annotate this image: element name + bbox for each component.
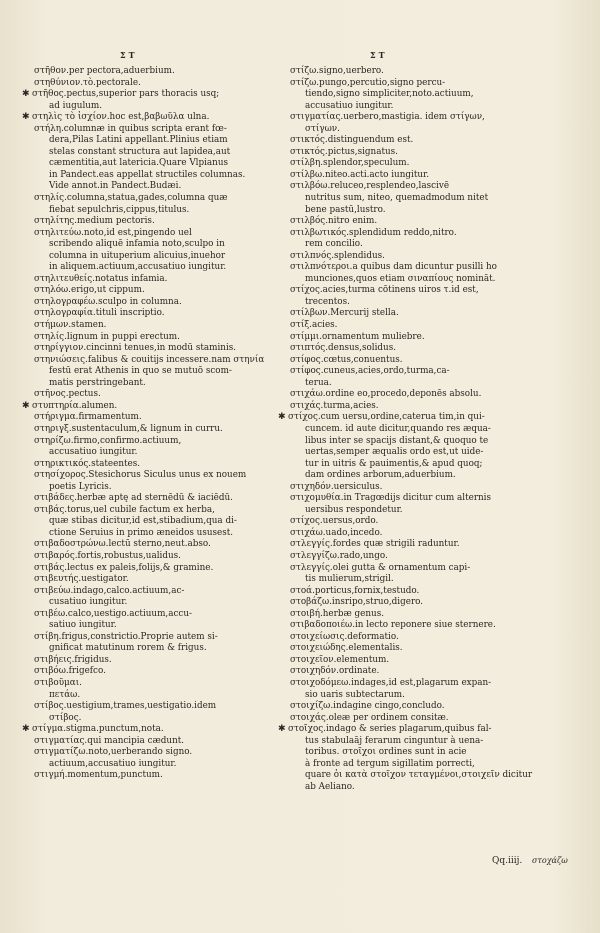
dictionary-line-text: στοιχηδόν.ordinate. (290, 666, 380, 677)
dictionary-line (290, 436, 552, 448)
dictionary-line-text: στίγων. (305, 123, 340, 134)
dictionary-line-text: στιχομυθία.in Tragœdijs dicitur cum alternis (290, 493, 492, 504)
dictionary-line (22, 89, 282, 101)
dictionary-line-text: στίξ.acies. (290, 320, 338, 331)
dictionary-line-text: στηλογραφία.tituli inscriptio. (34, 308, 165, 319)
dictionary-line-text: sio uaris subtectarum. (305, 689, 405, 700)
dictionary-line-text: στηρικτικός.stateentes. (34, 458, 141, 469)
dictionary-line (34, 620, 282, 632)
dictionary-line-text: dera,Pilas Latini appellant.Plinius etiam (49, 135, 228, 146)
dictionary-line (34, 274, 282, 286)
dictionary-line (34, 262, 282, 274)
dictionary-line (34, 609, 282, 621)
dictionary-line-text: στίχος.uersus,ordo. (290, 516, 379, 527)
dictionary-line-text: στίζω.signo,uerbero. (290, 66, 384, 76)
asterisk-marker-icon: ✱ (22, 112, 30, 123)
dictionary-line (290, 539, 552, 551)
dictionary-line-text: στιχάω.uado,incedo. (290, 527, 383, 538)
dictionary-line (34, 228, 282, 240)
dictionary-line (290, 782, 552, 794)
dictionary-line (290, 343, 552, 355)
dictionary-line-text: bene pastū,lustro. (305, 204, 386, 215)
dictionary-line (34, 655, 282, 667)
dictionary-line (290, 470, 552, 482)
dictionary-line-text: στικτός.distinguendum est. (290, 135, 414, 146)
dictionary-line-text: στίφος.cuneus,acies,ordo,turma,ca- (290, 366, 450, 377)
dictionary-line-text: στίβος. (49, 712, 82, 723)
dictionary-line-text: terua. (305, 377, 332, 388)
dictionary-line-text: στιβόω.frigefco. (34, 666, 106, 677)
dictionary-line (290, 389, 552, 401)
dictionary-line (290, 493, 552, 505)
dictionary-line-text: στίβος.uestigium,trames,uestigatio.idem (34, 701, 217, 712)
dictionary-line (34, 366, 282, 378)
dictionary-line (290, 170, 552, 182)
dictionary-line (290, 563, 552, 575)
dictionary-line (34, 297, 282, 309)
dictionary-line (290, 713, 552, 725)
dictionary-line (34, 713, 282, 725)
dictionary-line-text: toribus. στοῖχοι ordines sunt in acie (305, 747, 467, 758)
dictionary-line-text: στλεγγίζω.rado,ungo. (290, 550, 388, 561)
dictionary-line (34, 563, 282, 575)
dictionary-line-text: nutritus sum, niteo, quemadmodum nitet (305, 193, 489, 204)
dictionary-line-text: στήριγμα.firmamentum. (34, 412, 142, 423)
dictionary-line (290, 690, 552, 702)
dictionary-line (290, 678, 552, 690)
dictionary-line (278, 412, 552, 424)
dictionary-line-text: στίχος.cum uersu,ordine,caterua tim,in qui- (288, 412, 485, 423)
dictionary-line-text: satiuo iungitur. (49, 620, 117, 631)
dictionary-line (290, 643, 552, 655)
dictionary-line (34, 528, 282, 540)
dictionary-line (34, 239, 282, 251)
dictionary-line (22, 400, 282, 413)
dictionary-line-text: cuncem. id aute dicitur,quando res æqua- (305, 423, 491, 434)
dictionary-line-text: στοιχάς.oleæ per ordinem consitæ. (290, 712, 449, 723)
dictionary-line (34, 701, 282, 713)
dictionary-line (34, 170, 282, 182)
dictionary-line-text: στιγματίας.qui mancipia cædunt. (34, 735, 185, 746)
dictionary-line-text: in Pandect.eas appellat structiles columnas. (49, 169, 246, 180)
dictionary-line (34, 643, 282, 655)
dictionary-line (290, 516, 552, 528)
dictionary-line (34, 436, 282, 448)
dictionary-line-text: στικτός.pictus,signatus. (290, 146, 398, 157)
dictionary-line (290, 736, 552, 748)
dictionary-line (34, 459, 282, 471)
dictionary-line (290, 332, 552, 344)
dictionary-line-text: στιβάς.lectus ex paleis,folijs,& gramine. (34, 562, 214, 573)
dictionary-line-text: στιβευτής.uestigator. (34, 574, 129, 585)
dictionary-line-text: quare ὁι κατὰ στοῖχον τεταγμένοι,στοιχεῖν dicitur (305, 770, 533, 781)
dictionary-line (290, 401, 552, 413)
dictionary-line-text: matis perstringebant. (49, 377, 146, 388)
dictionary-line (22, 112, 282, 124)
asterisk-marker-icon: ✱ (22, 724, 30, 735)
dictionary-line (290, 574, 552, 586)
dictionary-line-text: στίλβη.splendor,speculum. (290, 158, 410, 169)
dictionary-line-text: quæ stibas dicitur,id est,stibadium,qua di- (49, 516, 237, 527)
dictionary-line-text: cusatiuo iungitur. (49, 597, 128, 608)
dictionary-line-text: tiendo,signo simpliciter,noto.actiuum, (305, 89, 474, 100)
dictionary-line-text: στοιχειώδης.elementalis. (290, 643, 403, 654)
dictionary-line-text: στιγματίζω.noto,uerberando signo. (34, 747, 193, 758)
dictionary-line (34, 355, 282, 367)
dictionary-line (34, 424, 282, 436)
dictionary-line-text: στηλίτης.medium pectoris. (34, 216, 155, 227)
dictionary-line-text: πετάω. (49, 689, 81, 700)
dictionary-line-text: στίμμι.ornamentum muliebre. (290, 331, 425, 342)
dictionary-line-text: stelas constant structura aut lapidea,aut (49, 146, 231, 157)
dictionary-line (34, 378, 282, 390)
dictionary-line (290, 666, 552, 678)
dictionary-line-text: στηριγξ.sustentaculum,& lignum in curru. (34, 423, 223, 434)
right-column (278, 66, 552, 793)
dictionary-line (34, 493, 282, 505)
left-column (22, 66, 282, 782)
dictionary-line-text: στῆθος.pectus,superior pars thoracis usq; (32, 89, 220, 100)
dictionary-line-text: libus inter se spacijs distant,& quoquo te (305, 435, 489, 446)
dictionary-line (34, 632, 282, 644)
dictionary-line (34, 678, 282, 690)
dictionary-line (290, 355, 552, 367)
dictionary-line (290, 378, 552, 390)
dictionary-line-text: στῆθον.per pectora,aduerbium. (34, 66, 175, 76)
dictionary-line (34, 308, 282, 320)
dictionary-line-text: στῆνος.pectus. (34, 389, 101, 400)
dictionary-line (34, 343, 282, 355)
dictionary-line (290, 320, 552, 332)
dictionary-line (34, 78, 282, 90)
dictionary-line (290, 262, 552, 274)
dictionary-line (290, 285, 552, 297)
dictionary-line-text: dam ordines arborum,aduerbium. (305, 470, 456, 481)
dictionary-line-text: poetis Lyricis. (49, 481, 112, 492)
dictionary-line (290, 597, 552, 609)
dictionary-line (34, 470, 282, 482)
dictionary-line-text: στίλβων.Mercurij stella. (290, 308, 399, 319)
dictionary-line (290, 308, 552, 320)
dictionary-line-text: στιπτός.densus,solidus. (290, 343, 397, 354)
dictionary-line-text: στηλίς.lignum in puppi erectum. (34, 331, 180, 342)
asterisk-marker-icon: ✱ (22, 400, 30, 411)
dictionary-line (290, 205, 552, 217)
dictionary-line-text: ctione Seruius in primo æneidos ususest. (49, 527, 234, 538)
dictionary-line (290, 528, 552, 540)
dictionary-line (34, 135, 282, 147)
dictionary-line-text: στηλὶς τὸ ἰσχίον.hoc est,βαβωῦλα ulna. (32, 112, 210, 123)
dictionary-line (34, 251, 282, 263)
dictionary-line-text: στιβεύω.indago,calco.actiuum,ac- (34, 585, 185, 596)
dictionary-line (290, 89, 552, 101)
dictionary-line (34, 147, 282, 159)
dictionary-line-text: uertas,semper æqualis ordo est,ut uide- (305, 447, 484, 458)
dictionary-line-text: στιβάς.torus,uel cubile factum ex herba, (34, 504, 215, 515)
dictionary-line-text: στηνιώσεις.falibus & couitijs incessere.nam στηνία (34, 354, 265, 365)
dictionary-line (290, 112, 552, 124)
dictionary-line-text: fiebat sepulchris,cippus,titulus. (49, 204, 190, 215)
dictionary-line (290, 505, 552, 517)
dictionary-line (290, 158, 552, 170)
dictionary-line-text: στοιχίζω.indagine cingo,concludo. (290, 701, 445, 712)
dictionary-line (34, 690, 282, 702)
dictionary-line (290, 620, 552, 632)
dictionary-line-text: στίζω.pungo,percutio,signo percu- (290, 77, 446, 88)
dictionary-line-text: στίβη.frigus,constrictio.Proprie autem si- (34, 631, 218, 642)
dictionary-line (290, 147, 552, 159)
dictionary-line-text: tis mulierum,strigil. (305, 574, 394, 585)
dictionary-line (290, 124, 552, 136)
dictionary-line (34, 332, 282, 344)
dictionary-line (290, 366, 552, 378)
dictionary-line (290, 747, 552, 759)
dictionary-line (34, 551, 282, 563)
dictionary-line (34, 516, 282, 528)
dictionary-line-text: accusatiuo iungitur. (305, 100, 394, 111)
dictionary-line (290, 424, 552, 436)
dictionary-line (34, 597, 282, 609)
dictionary-line (34, 101, 282, 113)
dictionary-line-text: στοβάζω.insripo,struo,digero. (290, 597, 424, 608)
dictionary-line-text: στηλιτευθείς.notatus infamia. (34, 273, 168, 284)
dictionary-line-text: στιβήεις.frigidus. (34, 654, 112, 665)
catchword: στοχάζω (532, 856, 568, 865)
dictionary-line-text: trecentos. (305, 296, 350, 307)
dictionary-line (34, 205, 282, 217)
dictionary-line-text: accusatiuo iungitur. (49, 447, 138, 458)
dictionary-line (290, 181, 552, 193)
dictionary-line-text: στησίχορος.Stesichorus Siculus unus ex nouem (34, 470, 247, 481)
dictionary-line-text: στιγμή.momentum,punctum. (34, 770, 163, 781)
dictionary-line-text: tus stabulaāj ferarum cinguntur à uena- (305, 735, 484, 746)
dictionary-line-text: rem concilio. (305, 239, 363, 250)
dictionary-line (34, 770, 282, 782)
dictionary-line-text: ad iugulum. (49, 100, 103, 111)
dictionary-line-text: στοιβή.herbæ genus. (290, 608, 385, 619)
dictionary-line (290, 655, 552, 667)
dictionary-line-text: στιλβωτικός.splendidum reddo,nitro. (290, 227, 457, 238)
dictionary-line-text: στηρίγγιον.cincinni tenues,in modū staminis. (34, 343, 237, 354)
dictionary-line-text: in aliquem.actiuum,accusatiuo iungitur. (49, 262, 227, 273)
dictionary-line (34, 747, 282, 759)
dictionary-line-text: στοιχοδόμεω.indages,id est,plagarum expan- (290, 677, 492, 688)
dictionary-line (34, 759, 282, 771)
dictionary-line-text: στήλη.columnæ in quibus scripta erant fœ- (34, 123, 227, 134)
dictionary-line-text: στοιχείωσις.deformatio. (290, 631, 399, 642)
dictionary-line-text: στηλογραφέω.sculpo in columna. (34, 296, 182, 307)
dictionary-line-text: στιγματίας.uerbero,mastigia. idem στίγων, (290, 112, 485, 123)
dictionary-line (290, 66, 552, 78)
dictionary-line (290, 216, 552, 228)
asterisk-marker-icon: ✱ (278, 724, 286, 735)
dictionary-line-text: στίφος.cœtus,conuentus. (290, 354, 403, 365)
signature-mark: Qq.iiij. (492, 856, 523, 866)
dictionary-line-text: columna in uituperium alicuius,inuehor (49, 250, 226, 261)
dictionary-line-text: στλεγγίς.fordes quæ strigili raduntur. (290, 539, 460, 550)
dictionary-line-text: στίγμα.stigma.punctum,nota. (32, 724, 164, 735)
dictionary-line (290, 228, 552, 240)
dictionary-line (34, 736, 282, 748)
dictionary-line (34, 66, 282, 78)
dictionary-line (34, 505, 282, 517)
dictionary-line-text: στιβοῦμαι. (34, 677, 82, 688)
dictionary-line (34, 586, 282, 598)
dictionary-line-text: στιχάω.ordine eo,procedo,deponēs absolu. (290, 389, 482, 400)
dictionary-line (34, 574, 282, 586)
dictionary-line-text: στίλβω.niteo.acti.acto iungitur. (290, 169, 430, 180)
dictionary-line (34, 539, 282, 551)
dictionary-line-text: στλεγγίς.olei gutta & ornamentum capi- (290, 562, 471, 573)
dictionary-line (34, 389, 282, 401)
dictionary-line-text: στιχηδόν.uersiculus. (290, 481, 383, 492)
dictionary-line-text: uersibus respondetur. (305, 504, 403, 515)
dictionary-line-text: στιβαδοποιέω.in lecto reponere siue sternere. (290, 620, 496, 631)
dictionary-line-text: στηθύνιον.τὸ.pectorale. (34, 77, 141, 88)
dictionary-line-text: munciones,quos etiam σιναπίους nomināt. (305, 273, 496, 284)
dictionary-line (34, 216, 282, 228)
dictionary-line (290, 770, 552, 782)
dictionary-line (290, 251, 552, 263)
dictionary-line (290, 239, 552, 251)
dictionary-line (290, 459, 552, 471)
dictionary-line-text: gnificat matutinum rorem & frigus. (49, 643, 207, 654)
running-header-left: ΣΤ (120, 50, 138, 60)
dictionary-line (290, 297, 552, 309)
dictionary-line-text: στιλπνότεροι.a quibus dam dicuntur pusilli ho (290, 262, 497, 273)
dictionary-line (34, 447, 282, 459)
dictionary-line-text: στυπτηρία.alumen. (32, 400, 118, 411)
dictionary-line-text: στιβαρός.fortis,robustus,ualidus. (34, 550, 181, 561)
asterisk-marker-icon: ✱ (278, 412, 286, 423)
dictionary-line-text: Vide annot.in Pandect.Budæi. (49, 181, 182, 192)
dictionary-line-text: στηλίς.columna,statua,gades,columna quæ (34, 193, 228, 204)
dictionary-line-text: στιλπνός.splendidus. (290, 250, 385, 261)
dictionary-line-text: στιβάδες.herbæ aptę ad sternēdū & iaciēdū. (34, 493, 233, 504)
dictionary-line (290, 135, 552, 147)
dictionary-line (290, 274, 552, 286)
dictionary-line-text: στιβαδοστρώνω.lectū sterno,neut.abso. (34, 539, 211, 550)
dictionary-line (290, 193, 552, 205)
running-header-right: ΣΤ (370, 50, 388, 60)
dictionary-line (290, 701, 552, 713)
dictionary-line (34, 193, 282, 205)
dictionary-line (290, 101, 552, 113)
dictionary-line (34, 320, 282, 332)
dictionary-line-text: στοά.porticus,fornix,testudo. (290, 585, 420, 596)
dictionary-line (34, 181, 282, 193)
dictionary-line (290, 759, 552, 771)
dictionary-line-text: στηρίζω.firmo,confirmo.actiuum, (34, 435, 182, 446)
dictionary-line (22, 724, 282, 736)
dictionary-line (34, 412, 282, 424)
dictionary-line-text: στιλβός.nitro enim. (290, 216, 378, 227)
dictionary-line (278, 724, 552, 736)
dictionary-line (34, 124, 282, 136)
dictionary-line (290, 551, 552, 563)
dictionary-line-text: ab Aeliano. (305, 781, 355, 792)
dictionary-line (290, 447, 552, 459)
dictionary-line-text: στιβέω.calco,uestigo.actiuum,accu- (34, 608, 192, 619)
dictionary-line (34, 666, 282, 678)
dictionary-line (290, 78, 552, 90)
dictionary-line (34, 158, 282, 170)
dictionary-line (290, 632, 552, 644)
dictionary-line (290, 609, 552, 621)
dictionary-line (34, 482, 282, 494)
dictionary-line-text: tur in uitris & pauimentis,& apud quoq; (305, 458, 483, 469)
dictionary-line-text: στιχάς.turma,acies. (290, 400, 379, 411)
dictionary-line-text: στίχος.acies,turma cōtinens uiros τ.id est, (290, 285, 479, 296)
dictionary-line (290, 482, 552, 494)
dictionary-line-text: στήμων.stamen. (34, 320, 107, 331)
dictionary-line-text: actiuum,accusatiuo iungitur. (49, 758, 177, 769)
dictionary-line-text: στοιχεῖον.elementum. (290, 654, 390, 665)
dictionary-line (290, 586, 552, 598)
dictionary-line-text: scribendo aliquē infamia noto,sculpo in (49, 239, 225, 250)
dictionary-line-text: στηλόω.erigo,ut cippum. (34, 285, 145, 296)
asterisk-marker-icon: ✱ (22, 89, 30, 100)
dictionary-line (34, 285, 282, 297)
dictionary-line-text: festū erat Athenis in quo se mutuō scom- (49, 366, 232, 377)
dictionary-line-text: στηλιτεύω.noto,id est,pingendo uel (34, 227, 192, 238)
dictionary-line-text: στιλβόω.reluceo,resplendeo,lascivē (290, 181, 450, 192)
dictionary-line-text: à fronte ad tergum sigillatim porrecti, (305, 758, 475, 769)
dictionary-line-text: cæmentitia,aut latericia.Quare Vlpianus (49, 158, 229, 169)
dictionary-line-text: στοῖχος.indago & series plagarum,quibus fal- (288, 724, 492, 735)
